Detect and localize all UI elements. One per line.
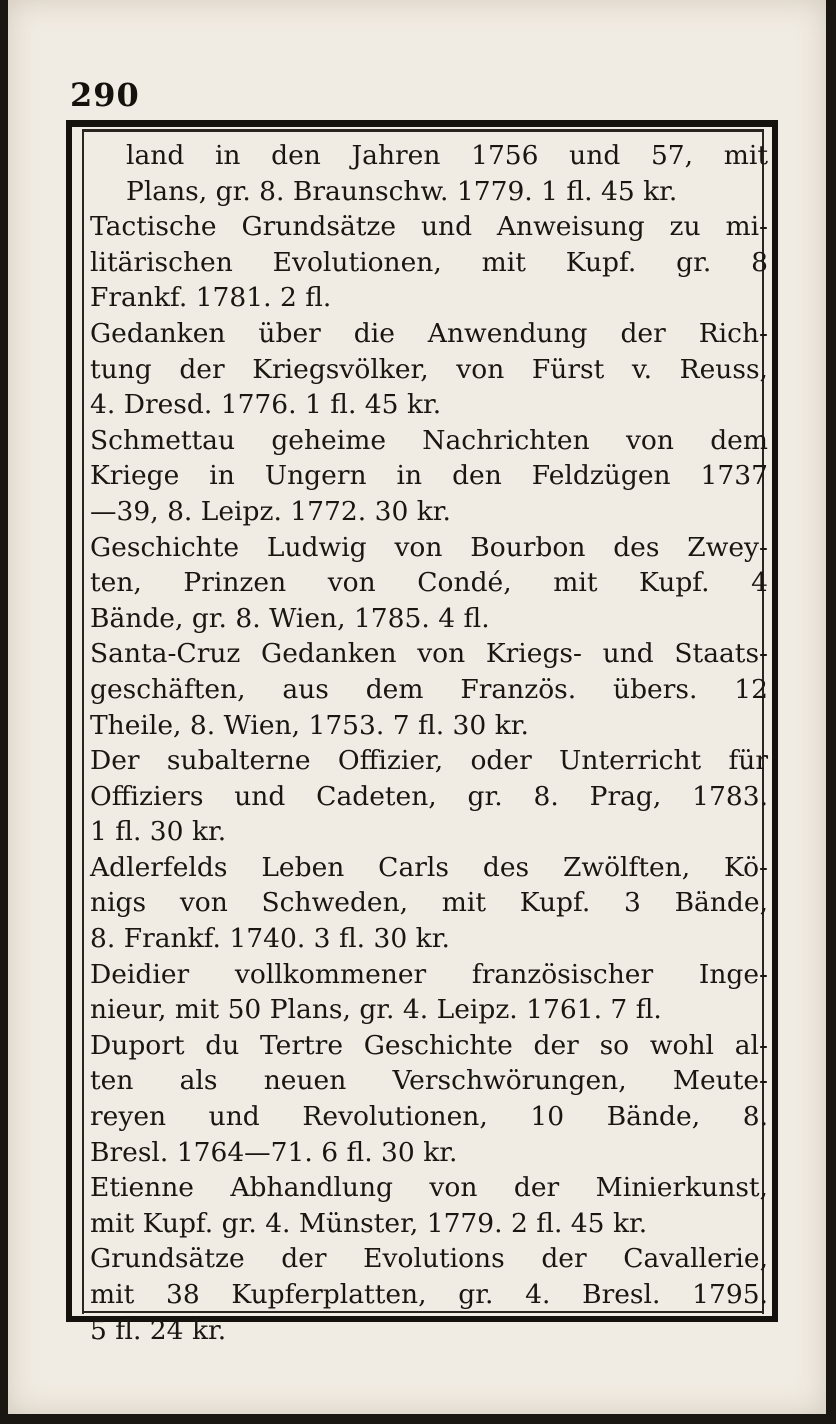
bibliography-entry — [90, 138, 768, 209]
entry-line: Tactische Grundsätze und Anweisung zu mi- — [90, 211, 768, 243]
bibliography-entry — [90, 530, 768, 637]
bibliography-entry — [90, 1241, 768, 1348]
entry-line: ten, Prinzen von Condé, mit Kupf. 4 — [90, 567, 768, 599]
entry-line: Schmettau geheime Nachrichten von dem — [90, 424, 768, 456]
entry-line: reyen und Revolutionen, 10 Bände, 8. — [90, 1101, 768, 1133]
entry-line: Geschichte Ludwig von Bourbon des Zwey- — [90, 531, 768, 563]
entry-line: 4. Dresd. 1776. 1 fl. 45 kr. — [90, 389, 442, 421]
bibliography-entry — [90, 423, 768, 530]
bibliography-entry — [90, 1028, 768, 1170]
entry-line: Gedanken über die Anwendung der Rich- — [90, 317, 768, 349]
entry-line: Der subalterne Offizier, oder Unterricht für — [90, 745, 768, 777]
entry-line: Santa-Cruz Gedanken von Kriegs- und Staats- — [90, 638, 768, 670]
entry-line: Theile, 8. Wien, 1753. 7 fl. 30 kr. — [90, 709, 529, 741]
bibliography-entry — [90, 636, 768, 743]
entry-line: ten als neuen Verschwörungen, Meute- — [90, 1065, 768, 1097]
entry-line: Bände, gr. 8. Wien, 1785. 4 fl. — [90, 602, 490, 634]
entry-line: 1 fl. 30 kr. — [90, 816, 227, 848]
entry-line: Deidier vollkommener französischer Inge- — [90, 958, 768, 990]
bibliography-list — [90, 138, 768, 1348]
entry-line: land in den Jahren 1756 und 57, mit — [126, 140, 768, 171]
entry-line: mit 38 Kupferplatten, gr. 4. Bresl. 1795. — [90, 1279, 768, 1310]
entry-line: 5 fl. 24 kr. — [90, 1314, 227, 1346]
entry-line: —39, 8. Leipz. 1772. 30 kr. — [90, 495, 451, 527]
entry-line: Grundsätze der Evolutions der Cavallerie, — [90, 1243, 768, 1275]
bibliography-entry — [90, 209, 768, 316]
bibliography-entry — [90, 957, 768, 1028]
entry-line: nieur, mit 50 Plans, gr. 4. Leipz. 1761. 7 fl. — [90, 994, 662, 1026]
bibliography-entry — [90, 850, 768, 957]
entry-line: 8. Frankf. 1740. 3 fl. 30 kr. — [90, 923, 450, 955]
entry-line: Plans, gr. 8. Braunschw. 1779. 1 fl. 45 kr. — [126, 175, 678, 207]
entry-line: Kriege in Ungern in den Feldzügen 1737 — [90, 460, 768, 492]
entry-line: Bresl. 1764—71. 6 fl. 30 kr. — [90, 1136, 458, 1168]
bibliography-entry — [90, 743, 768, 850]
entry-line: nigs von Schweden, mit Kupf. 3 Bände, — [90, 887, 768, 919]
entry-line: litärischen Evolutionen, mit Kupf. gr. 8 — [90, 246, 768, 278]
bibliography-entry — [90, 1170, 768, 1241]
entry-line: Adlerfelds Leben Carls des Zwölften, Kö- — [90, 851, 768, 883]
entry-line: Etienne Abhandlung von der Minierkunst, — [90, 1172, 768, 1204]
entry-line: Duport du Tertre Geschichte der so wohl al- — [90, 1029, 768, 1061]
entry-line: tung der Kriegsvölker, von Fürst v. Reuss, — [90, 353, 768, 385]
entry-line: mit Kupf. gr. 4. Münster, 1779. 2 fl. 45 kr. — [90, 1207, 648, 1239]
entry-line: Frankf. 1781. 2 fl. — [90, 282, 332, 314]
page-number: 290 — [70, 76, 140, 114]
entry-line: geschäften, aus dem Französ. übers. 12 — [90, 673, 768, 705]
bibliography-entry — [90, 316, 768, 423]
entry-line: Offiziers und Cadeten, gr. 8. Prag, 1783. — [90, 780, 768, 812]
book-page — [8, 0, 826, 1414]
